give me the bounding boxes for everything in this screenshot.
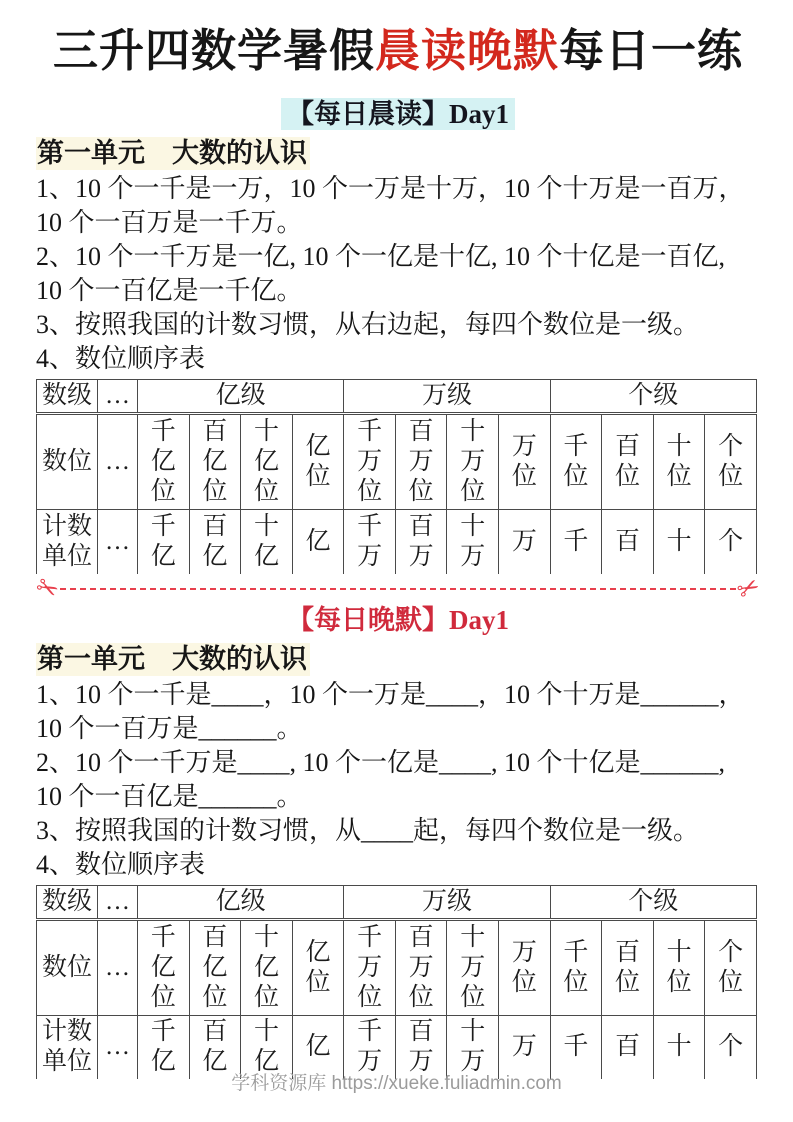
digit-cell: 千亿位 [138, 919, 190, 1015]
morning-text-line: 4、数位顺序表 [36, 344, 206, 373]
page-title [36, 20, 760, 82]
unit-cell: 个 [705, 510, 757, 574]
unit-row-label-cell: 计数单位 [37, 1015, 98, 1079]
unit-cell: 十万 [447, 510, 499, 574]
digit-cell: 百位 [602, 414, 654, 510]
digit-cell: 亿位 [292, 919, 344, 1015]
title-text-red: 晨读晚默 [374, 26, 559, 76]
evening-text-line: 3、按照我国的计数习惯，从____起，每四个数位是一级。 [36, 815, 700, 845]
unit-cell: 千 [550, 1015, 602, 1079]
digit-cell: 十万位 [447, 414, 499, 510]
digit-cell: 千位 [550, 919, 602, 1015]
place-value-table-morning [36, 379, 757, 574]
digit-cell: 十亿位 [241, 414, 293, 510]
level-label-cell: 数级 [37, 380, 98, 414]
digit-row-label-cell: 数位 [37, 919, 98, 1015]
digit-cell: 千亿位 [138, 414, 190, 510]
table-row-level [37, 885, 757, 919]
scissors-icon: ✂ [30, 570, 64, 607]
unit-cell: 十万 [447, 1015, 499, 1079]
group-cell-wan: 万级 [344, 380, 550, 414]
digit-cell: 百万位 [395, 919, 447, 1015]
table-row-units [37, 510, 757, 574]
evening-text-line: 1、10 个一千是____，10 个一万是____，10 个十万是______， [36, 679, 745, 709]
morning-section-title-text: 第一单元 大数的认识 [36, 137, 310, 170]
unit-cell: 十 [653, 510, 705, 574]
group-cell-yi: 亿级 [138, 885, 344, 919]
unit-cell: 百万 [395, 1015, 447, 1079]
digit-cell: 万位 [499, 919, 551, 1015]
title-text-right: 每日一练 [559, 26, 744, 76]
evening-text-line: 4、数位顺序表 [36, 849, 206, 879]
evening-section-title-text: 第一单元 大数的认识 [36, 643, 310, 676]
unit-cell: 百亿 [189, 510, 241, 574]
digit-cell: 千万位 [344, 919, 396, 1015]
morning-text-line: 10 个一百万是一千万。 [36, 208, 303, 237]
unit-cell: 亿 [292, 1015, 344, 1079]
digit-cell: 千位 [550, 414, 602, 510]
digit-cell: 十位 [653, 919, 705, 1015]
dots-cell: … [98, 510, 138, 574]
digit-cell: 亿位 [292, 414, 344, 510]
group-cell-ge: 个级 [550, 380, 756, 414]
digit-cell: 万位 [499, 414, 551, 510]
digit-row-label-cell: 数位 [37, 414, 98, 510]
unit-cell: 万 [499, 1015, 551, 1079]
unit-cell: 百亿 [189, 1015, 241, 1079]
morning-text-line: 3、按照我国的计数习惯，从右边起，每四个数位是一级。 [36, 310, 700, 339]
unit-cell: 百万 [395, 510, 447, 574]
dashed-cut-line [60, 588, 736, 590]
dots-cell: … [98, 885, 138, 919]
morning-text-line: 10 个一百亿是一千亿。 [36, 276, 303, 305]
dots-cell: … [98, 380, 138, 414]
digit-cell: 个位 [705, 414, 757, 510]
dots-cell: … [98, 1015, 138, 1079]
dots-cell: … [98, 414, 138, 510]
morning-day-header [36, 98, 760, 131]
unit-cell: 千 [550, 510, 602, 574]
evening-text-line: 10 个一百亿是______。 [36, 781, 303, 811]
evening-text-line: 10 个一百万是______。 [36, 713, 303, 743]
digit-cell: 十亿位 [241, 919, 293, 1015]
place-value-table-evening [36, 885, 757, 1080]
morning-text-line: 2、10 个一千万是一亿, 10 个一亿是十亿, 10 个十亿是一百亿, [36, 242, 726, 271]
unit-cell: 百 [602, 510, 654, 574]
level-label-cell: 数级 [37, 885, 98, 919]
table-row-digits [37, 414, 757, 510]
digit-cell: 百万位 [395, 414, 447, 510]
evening-day-header [36, 604, 760, 637]
dots-cell: … [98, 919, 138, 1015]
unit-cell: 百 [602, 1015, 654, 1079]
digit-cell: 百亿位 [189, 414, 241, 510]
group-cell-ge: 个级 [550, 885, 756, 919]
evening-text-line: 2、10 个一千万是____, 10 个一亿是____, 10 个十亿是______, [36, 747, 726, 777]
digit-cell: 千万位 [344, 414, 396, 510]
unit-row-label-cell: 计数单位 [37, 510, 98, 574]
group-cell-wan: 万级 [344, 885, 550, 919]
scissors-cut-line [30, 570, 766, 607]
unit-cell: 个 [705, 1015, 757, 1079]
unit-cell: 十亿 [241, 510, 293, 574]
unit-cell: 十亿 [241, 1015, 293, 1079]
unit-cell: 亿 [292, 510, 344, 574]
morning-section-title [36, 138, 760, 168]
unit-cell: 万 [499, 510, 551, 574]
unit-cell: 千万 [344, 1015, 396, 1079]
unit-cell: 十 [653, 1015, 705, 1079]
group-cell-yi: 亿级 [138, 380, 344, 414]
digit-cell: 百位 [602, 919, 654, 1015]
scissors-icon: ✂ [732, 570, 766, 607]
unit-cell: 千亿 [138, 1015, 190, 1079]
evening-section-title [36, 644, 760, 674]
digit-cell: 百亿位 [189, 919, 241, 1015]
table-row-level [37, 380, 757, 414]
morning-text-line: 1、10 个一千是一万，10 个一万是十万，10 个十万是一百万， [36, 174, 745, 203]
evening-day-badge: 【每日晚默】Day1 [287, 604, 509, 635]
morning-day-badge: 【每日晨读】Day1 [281, 98, 515, 130]
table-row-digits [37, 919, 757, 1015]
unit-cell: 千亿 [138, 510, 190, 574]
digit-cell: 个位 [705, 919, 757, 1015]
digit-cell: 十万位 [447, 919, 499, 1015]
title-text-left: 三升四数学暑假 [52, 26, 375, 76]
digit-cell: 十位 [653, 414, 705, 510]
watermark: 学科资源库 https://xueke.fuliadmin.com [231, 1073, 562, 1094]
unit-cell: 千万 [344, 510, 396, 574]
